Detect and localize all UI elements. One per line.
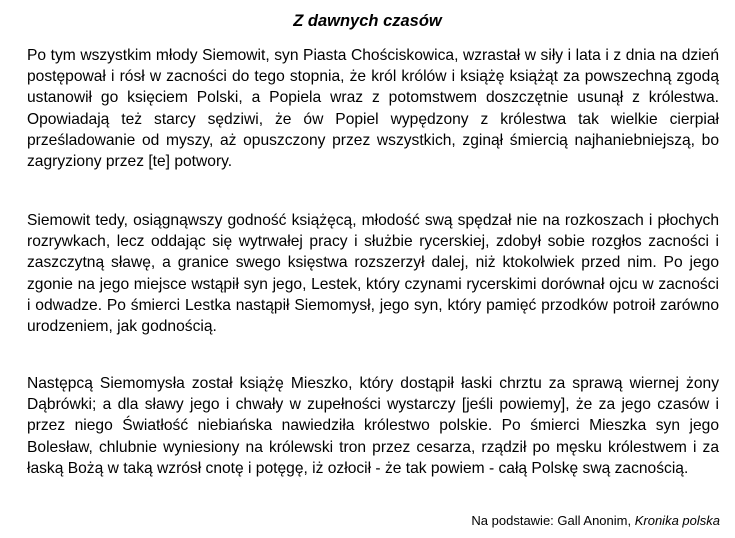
paragraph-3: Następcą Siemomysła został książę Mieszko, który dostąpił łaski chrztu za sprawą wiernej żony Dąbrówki; a dla sławy jego i chwały w zupełności wystarczy [jeśli powiemy], że za jego czasów i przez niego Światłość niebiańska nawiedziła królestwo polskie. Po śmierci Mieszka syn jego Bolesław, chlubnie wyniesiony na królewski tron przez cesarza, rządził po męsku królestwem i za łaską Bożą w taką wzrósł cnotę i potęgę, iż ozłocił - że tak powiem - całą Polskę swą zacnością.: [27, 375, 719, 477]
document-title: Z dawnych czasów: [293, 12, 442, 30]
source-citation: [471, 512, 720, 530]
paragraph-1: Po tym wszystkim młody Siemowit, syn Piasta Chościskowica, wzrastał w siły i lata i z dnia na dzień postępował i rósł w zacności do tego stopnia, że król królów i książę książąt za powszechną zgodą ustanowił go księciem Polski, a Popiela wraz z potomstwem doszczętnie usunął z królestwa. Opowiadają też starcy sędziwi, że ów Popiel wypędzony z królestwa tak wielkie cierpiał prześladowanie od myszy, aż opuszczony przez wszystkich, zginął śmiercią najhaniebniejszą, bo zagryziony przez [te] potwory.: [27, 47, 719, 171]
source-work-title: Kronika polska: [634, 513, 720, 528]
source-prefix: Na podstawie: Gall Anonim,: [471, 513, 635, 528]
paragraph-2: Siemowit tedy, osiągnąwszy godność książęcą, młodość swą spędzał nie na rozkoszach i płochych rozrywkach, lecz oddając się wytrwałej pracy i służbie rycerskiej, zdobył sobie rozgłos zacności i zaszczytną sławę, a granice swego księstwa rozszerzył dalej, niż ktokolwiek przed nim. Po jego zgonie na jego miejsce wstąpił syn jego, Lestek, który czynami rycerskimi dorównał ojcu w zacności i odwadze. Po śmierci Lestka nastąpił Siemomysł, jego syn, który pamięć przodków potroił zarówno urodzeniem, jak godnością.: [27, 212, 719, 336]
